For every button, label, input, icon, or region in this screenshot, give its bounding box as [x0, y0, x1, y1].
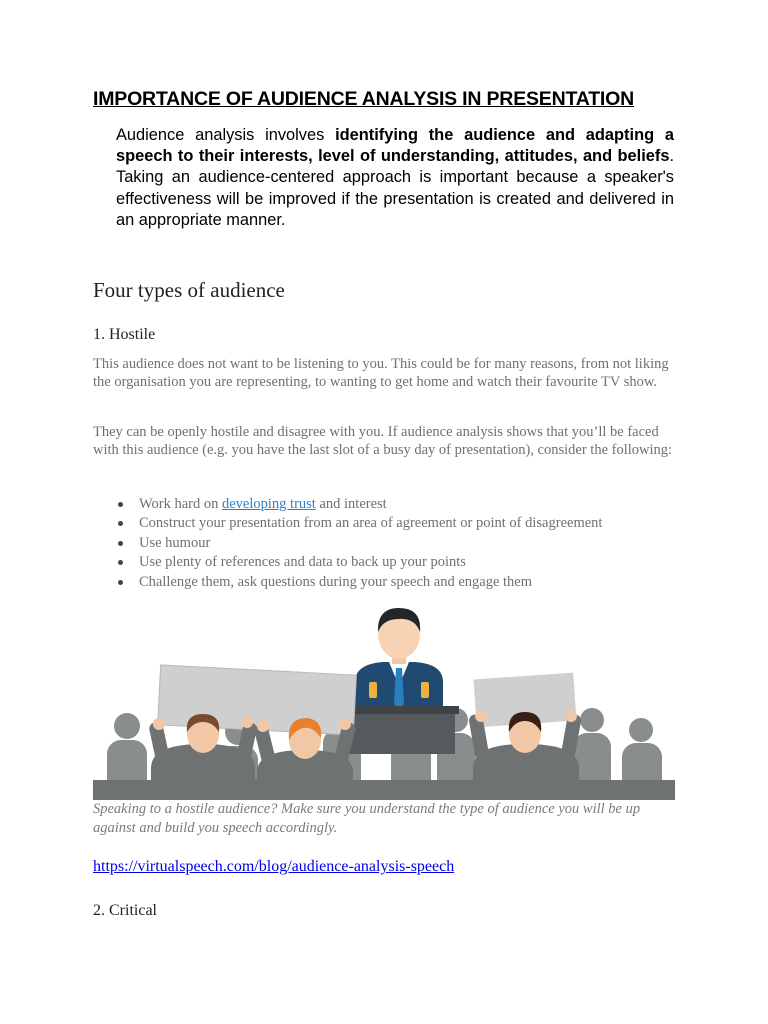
list-item	[93, 573, 602, 592]
list-item	[93, 514, 602, 533]
list-item-text: and interest	[315, 496, 387, 512]
document-title: IMPORTANCE OF AUDIENCE ANALYSIS IN PRESENTATION	[93, 88, 634, 110]
list-item-text: Use humour	[139, 534, 211, 551]
source-url-link[interactable]: https://virtualspeech.com/blog/audience-analysis-speech	[93, 858, 455, 875]
critical-heading: 2. Critical	[93, 902, 157, 919]
bullet-dot-icon	[118, 502, 123, 507]
developing-trust-link[interactable]: developing trust	[222, 496, 316, 512]
bullet-dot-icon	[118, 560, 123, 565]
list-item-text: Work hard on	[139, 496, 222, 512]
intro-text-end: . Taking an audience-centered approach is important because a speaker's effectiveness will be improved if the presentation is created and delivered in an appropriate manner.	[116, 147, 674, 229]
section-heading: Four types of audience	[93, 278, 285, 302]
podium	[343, 710, 455, 754]
intro-bold-text: identifying the audience and adapting a speech to their interests, level of understanding, attitudes, and beliefs	[116, 126, 674, 166]
list-item-text: Challenge them, ask questions during your speech and engage them	[139, 573, 533, 590]
hostile-paragraph-1: This audience does not want to be listening to you. This could be for many reasons, from not liking the organisation you are representing, to wanting to get home and watch their favourite TV show.	[93, 356, 669, 390]
hostile-heading: 1. Hostile	[93, 326, 156, 343]
list-item	[93, 495, 602, 514]
podium-top	[339, 706, 459, 714]
list-item-text: Construct your presentation from an area of agreement or point of disagreement	[139, 515, 603, 532]
image-caption: Speaking to a hostile audience? Make sure you understand the type of audience you will be up against and build you speech accordingly.	[93, 801, 641, 836]
bullet-dot-icon	[118, 580, 123, 585]
hostile-audience-illustration	[93, 604, 675, 800]
list-item-text: Use plenty of references and data to back up your points	[139, 554, 466, 571]
bullet-dot-icon	[118, 521, 123, 526]
list-item	[93, 553, 602, 572]
hostile-tips-list	[93, 495, 602, 592]
bullet-dot-icon	[118, 541, 123, 546]
intro-paragraph	[116, 125, 674, 231]
list-item	[93, 534, 602, 553]
intro-text-start: Audience analysis involves	[116, 126, 336, 144]
hostile-paragraph-2: They can be openly hostile and disagree with you. If audience analysis shows that you’ll be faced with this audience (e.g. you have the last slot of a busy day of presentation), consider the following:	[93, 424, 673, 458]
